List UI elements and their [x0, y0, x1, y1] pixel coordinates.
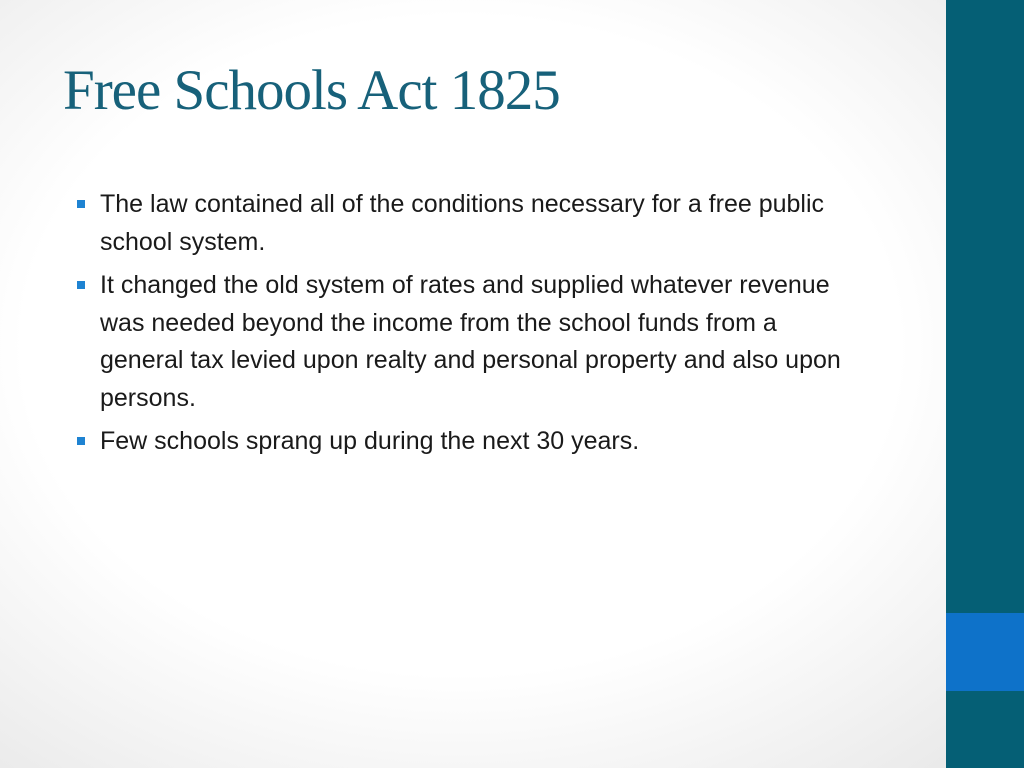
- sidebar-upper-block: [946, 0, 1024, 613]
- bullet-list: [76, 186, 866, 467]
- square-bullet-icon: [77, 281, 85, 289]
- bullet-text: The law contained all of the conditions necessary for a free public school system.: [100, 190, 825, 256]
- bullet-text: It changed the old system of rates and supplied whatever revenue was needed beyond the income from the school funds from a general tax levied upon realty and personal property and also upon persons.: [100, 271, 841, 412]
- slide-title: Free Schools Act 1825: [63, 59, 560, 122]
- bullet-item: [76, 186, 866, 261]
- bullet-item: [76, 267, 866, 417]
- sidebar-lower-block: [946, 691, 1024, 768]
- bullet-text: Few schools sprang up during the next 30 years.: [100, 427, 640, 455]
- square-bullet-icon: [77, 437, 85, 445]
- bullet-item: [76, 423, 866, 461]
- square-bullet-icon: [77, 200, 85, 208]
- decorative-sidebar: [946, 0, 1024, 768]
- sidebar-accent-block: [946, 613, 1024, 691]
